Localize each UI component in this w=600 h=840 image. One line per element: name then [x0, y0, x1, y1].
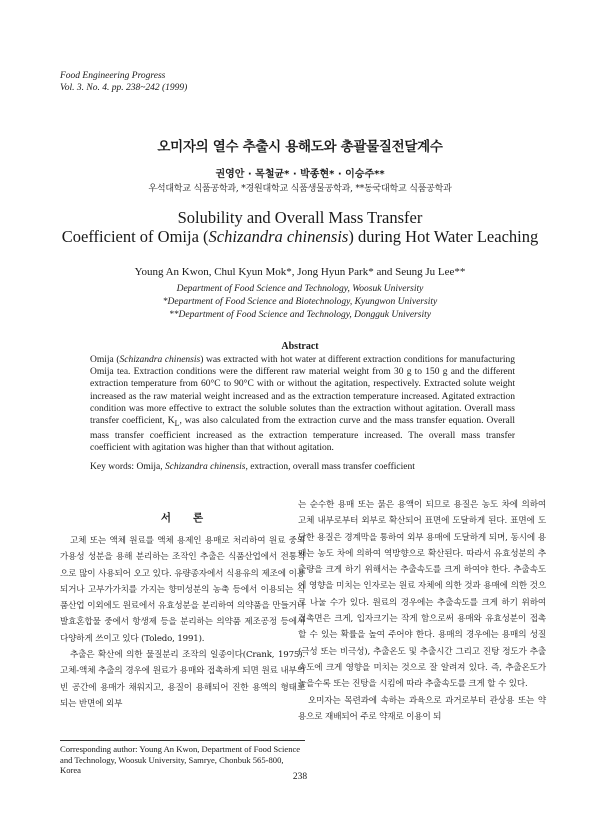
abstract-heading: Abstract: [281, 341, 319, 352]
keywords-text: Omija,: [136, 462, 165, 472]
footnote-divider: [60, 740, 305, 741]
paragraph: 추출은 확산에 의한 물질분리 조작의 일종이다(Crank, 1975). 고체-액체 추출의 경우에 원료가 용매와 접촉하게 되면 원료 내부의 빈 공간에 용매가 채워지고, 용질이 용해되어 진한 용액의 형태로 되는 반면에 외부: [60, 650, 305, 709]
english-authors: Young An Kwon, Chul Kyun Mok*, Jong Hyun Park* and Seung Ju Lee**: [134, 266, 466, 278]
affiliation-2: *Department of Food Science and Biotechnology, Kyungwon University: [162, 297, 438, 307]
abstract-subscript: L: [174, 418, 180, 428]
affiliation-1: Department of Food Science and Technology, Woosuk University: [176, 284, 424, 294]
keywords-text-end: , extraction, overall mass transfer coefficient: [245, 462, 415, 472]
korean-title: 오미자의 열수 추출시 용해도와 총괄물질전달계수: [157, 139, 443, 155]
journal-citation: [60, 70, 187, 94]
keywords-species: Schizandra chinensis: [164, 462, 246, 472]
affiliation-3: **Department of Food Science and Technology, Dongguk University: [169, 310, 431, 320]
english-title: [0, 208, 600, 246]
left-column: [60, 533, 305, 712]
keywords: [90, 462, 530, 472]
paragraph: 는 순수한 용매 또는 묽은 용액이 되므로 용질은 농도 차에 의하여 고체 내부로부터 외부로 확산되어 표면에 도달하게 된다. 표면에 도달한 용질은 경계막을 통하여 외부 용매에 도달하게 되며, 동시에 용매는 농도 차에 의하여 역방향으로 확산된다. 따라서 유효성분의 추출량을 크게 하기 위해서는 추출속도를 크게 하여야 한다. 추출속도에 영향을 미치는 인자로는 원료 자체에 의한 것과 용매에 의한 것으로 나눌 수가 있다. 원료의 경우에는 추출속도를 크게 하기 위하여 접촉면은 크게, 입자크기는 작게 함으로써 용매와 유효성분이 접촉할 수 있는 확률을 높여 주어야 한다. 용매의 경우에는 용매의 성질 (극성 또는 비극성), 추출온도 및 추출시간 그리고 진탕 정도가 추출속도에 크게 영향을 미치는 것으로 잘 알려져 있다. 즉, 추출온도가 높을수록 또는 진탕을 시킴에 따라 추출속도를 크게 할 수 있다.: [298, 500, 546, 690]
section-heading-introduction: 서론: [160, 512, 226, 524]
english-title-line1: Solubility and Overall Mass Transfer: [177, 208, 423, 227]
title-species: Schizandra chinensis: [208, 227, 349, 246]
keywords-label: Key words:: [90, 462, 137, 472]
abstract-text: Omija (: [90, 355, 120, 365]
title-text-end: ) during Hot Water Leaching: [348, 227, 539, 246]
abstract-body: [90, 354, 515, 455]
paragraph: 고체 또는 액체 원료를 액체 용제인 용매로 처리하여 원료 중의 가용성 성분을 용해 분리하는 조작인 추출은 식품산업에서 전통적으로 많이 사용되어 오고 있다. 유량종자에서 식용유의 제조에 이용되거나 고부가가치를 가지는 향미성분의 농축 등에서 이용되는 식품산업 이외에도 원료에서 유효성분을 분리하여 의약품을 만들거나 발효혼합물 중에서 항생제 등을 분리하는 의약품 제조공정 등에서 다양하게 쓰이고 있다 (Toledo, 1991).: [60, 536, 305, 644]
paragraph: 오미자는 목련과에 속하는 과육으로 과거로부터 관상용 또는 약용으로 재배되어 주로 약재로 이용이 되: [298, 695, 546, 722]
corresponding-author-footnote: Corresponding author: Young An Kwon, Department of Food Science and Technology, Woosuk University, Samrye, Chonbuk 565-800, Korea: [60, 744, 301, 776]
right-column: [298, 497, 546, 725]
title-text: Coefficient of Omija (: [61, 227, 209, 246]
abstract-text-1: ) was extracted with hot water at different extraction conditions for manufacturing Omija tea. Extraction conditions were the different raw material weight from 30 g to 150 g and the different extraction temperature from 60°C to 90°C with or without the agitation, respectively. Extracted solute weight increased as the raw material weight increased and as the extraction temperature increased. Agitated extraction condition was more effective to extract the soluble solutes than the extraction without agitation. Overall mass transfer coefficient, K: [90, 355, 515, 427]
english-title-line2: [0, 227, 600, 246]
korean-authors: 권영안 · 목철균* · 박종현* · 이승주**: [215, 169, 385, 180]
page-number: 238: [292, 772, 308, 782]
abstract-species: Schizandra chinensis: [119, 355, 201, 365]
korean-affiliations: 우석대학교 식품공학과, *경원대학교 식품생물공학과, **동국대학교 식품공학과: [148, 184, 452, 194]
journal-volume: Vol. 3. No. 4. pp. 238~242 (1999): [60, 83, 188, 93]
journal-name: Food Engineering Progress: [60, 71, 166, 81]
abstract-text-2: , was also calculated from the extraction curve and the mass transfer equation. Overall mass transfer coefficient increased as the extraction temperature increased. The overall mass transfer coefficient with agitation was higher than that without agitation.: [90, 416, 516, 454]
